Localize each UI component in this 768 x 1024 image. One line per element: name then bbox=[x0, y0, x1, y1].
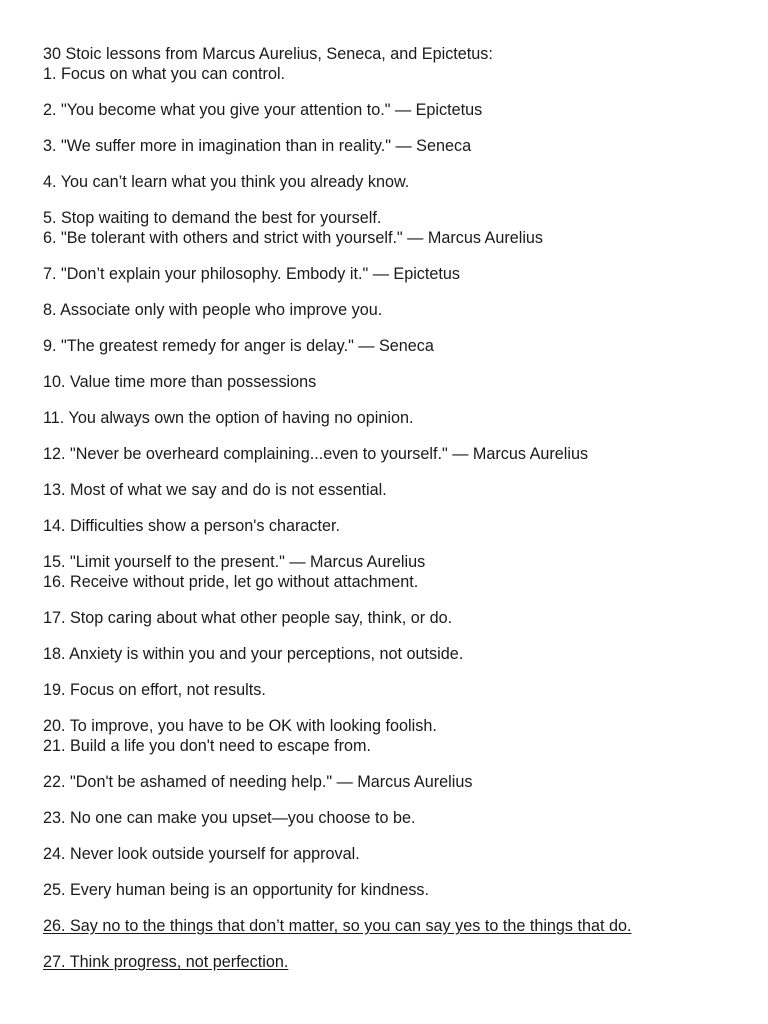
list-item: 5. Stop waiting to demand the best for yourself. bbox=[43, 209, 382, 227]
list-item: 14. Difficulties show a person's character. bbox=[43, 517, 341, 535]
list-item: 6. "Be tolerant with others and strict with yourself." — Marcus Aurelius bbox=[43, 229, 544, 247]
list-item: 8. Associate only with people who improve you. bbox=[43, 301, 383, 319]
document bbox=[43, 44, 743, 972]
list-item: 12. "Never be overheard complaining...even to yourself." — Marcus Aurelius bbox=[43, 445, 589, 463]
list-item: 18. Anxiety is within you and your perceptions, not outside. bbox=[43, 645, 464, 663]
list-item: 21. Build a life you don't need to escape from. bbox=[43, 737, 371, 755]
list-item-underlined: 26. Say no to the things that don’t matter, so you can say yes to the things that do. bbox=[43, 917, 632, 935]
document-title: 30 Stoic lessons from Marcus Aurelius, Seneca, and Epictetus: bbox=[43, 45, 493, 63]
list-item: 10. Value time more than possessions bbox=[43, 373, 317, 391]
list-item: 1. Focus on what you can control. bbox=[43, 65, 286, 83]
list-item: 2. "You become what you give your attention to." — Epictetus bbox=[43, 101, 483, 119]
list-item: 25. Every human being is an opportunity for kindness. bbox=[43, 881, 430, 899]
list-item: 3. "We suffer more in imagination than in reality." — Seneca bbox=[43, 137, 472, 155]
list-item: 9. "The greatest remedy for anger is delay." — Seneca bbox=[43, 337, 434, 355]
list-item: 23. No one can make you upset—you choose to be. bbox=[43, 809, 416, 827]
list-item: 4. You can’t learn what you think you already know. bbox=[43, 173, 410, 191]
list-item-underlined: 27. Think progress, not perfection. bbox=[43, 953, 289, 971]
list-item: 16. Receive without pride, let go without attachment. bbox=[43, 573, 419, 591]
list-item: 7. "Don’t explain your philosophy. Embody it." — Epictetus bbox=[43, 265, 460, 283]
list-item: 17. Stop caring about what other people say, think, or do. bbox=[43, 609, 453, 627]
list-item: 13. Most of what we say and do is not essential. bbox=[43, 481, 387, 499]
list-item: 24. Never look outside yourself for approval. bbox=[43, 845, 360, 863]
list-item: 11. You always own the option of having no opinion. bbox=[43, 409, 414, 427]
list-item: 22. "Don't be ashamed of needing help." — Marcus Aurelius bbox=[43, 773, 473, 791]
list-item: 19. Focus on effort, not results. bbox=[43, 681, 266, 699]
list-item: 20. To improve, you have to be OK with looking foolish. bbox=[43, 717, 437, 735]
list-item: 15. "Limit yourself to the present." — Marcus Aurelius bbox=[43, 553, 426, 571]
